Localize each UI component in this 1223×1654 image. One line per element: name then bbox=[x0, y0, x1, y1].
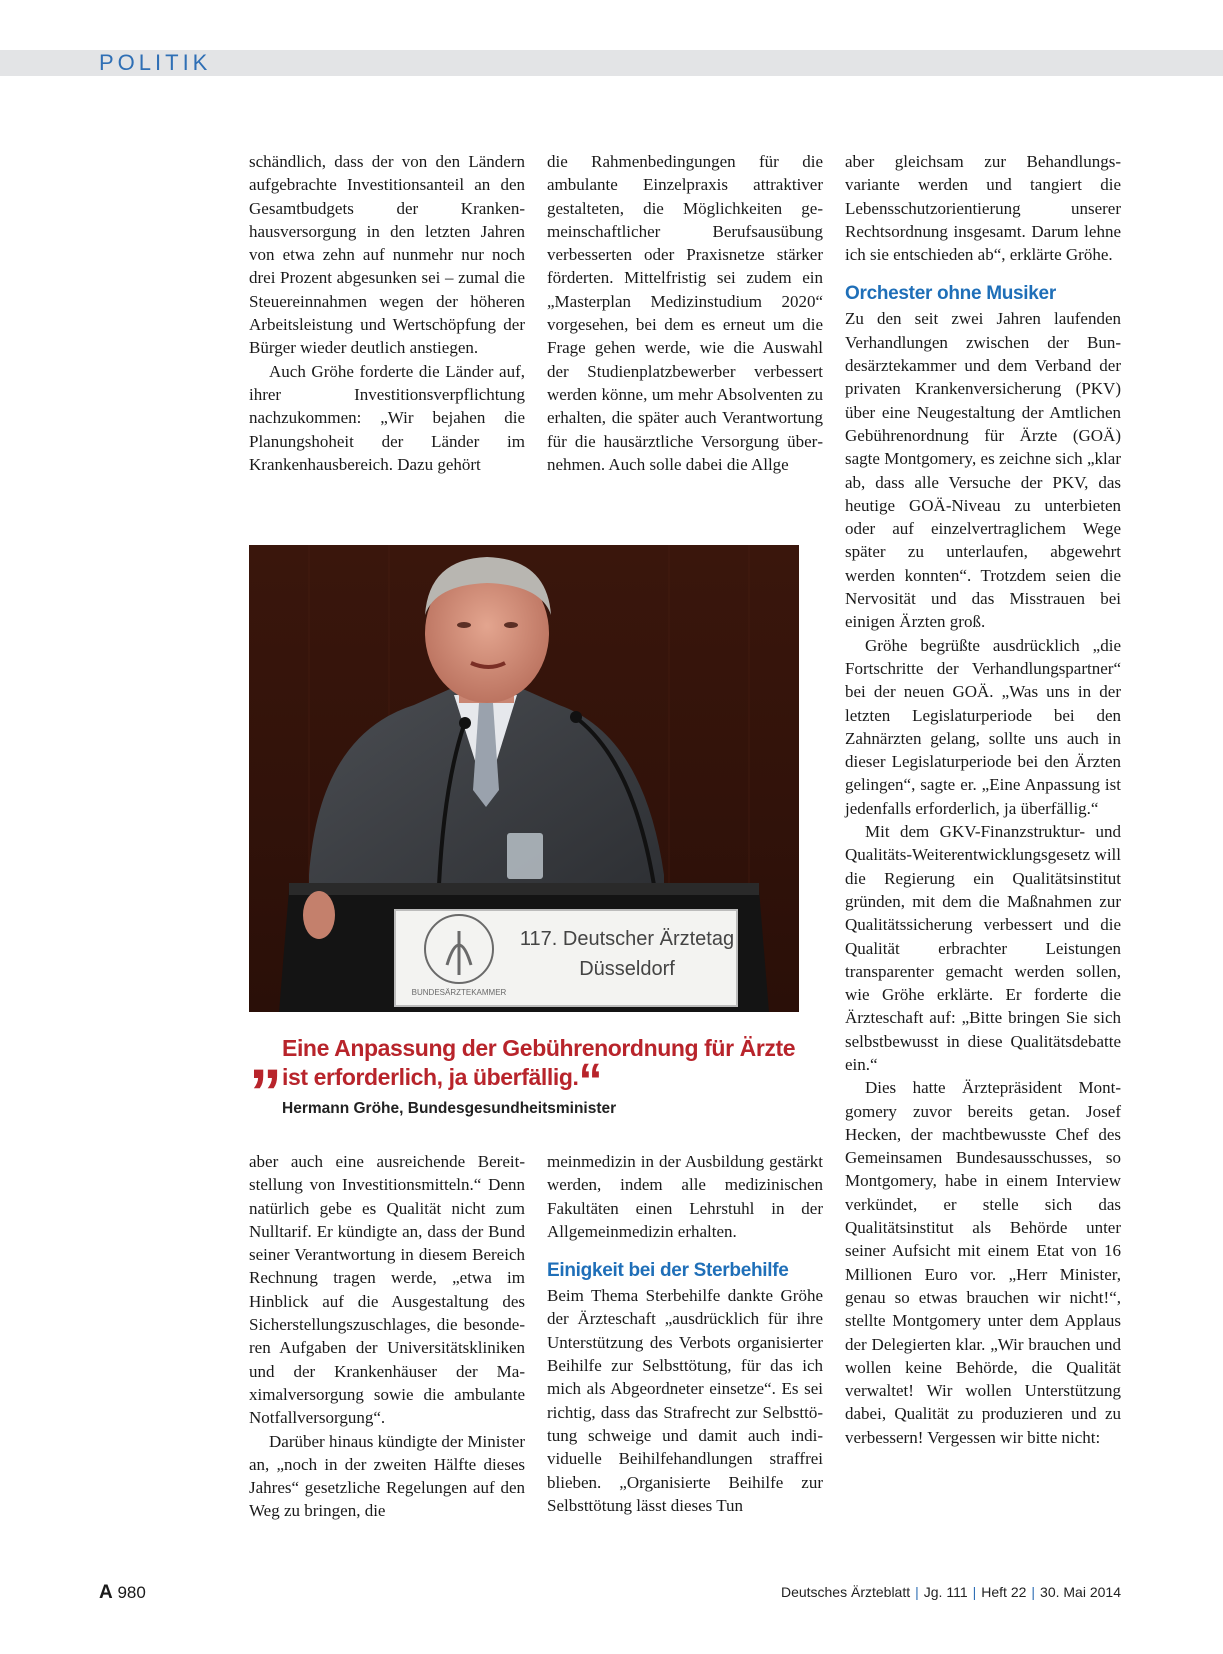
paragraph: Mit dem GKV-Finanzstruktur- und Qualitäts-Weiterentwicklungsgesetz will die Regierung ein Qualitätsinstitut gründen, mit dem die Maßnahmen zur Qualitätssicherung verbessert und die Qualität erbrachter Leistungen transparenter gemacht werden sollen, wie Gröhe erklärte. Er forderte die Ärzteschaft auf: „Bitte bringen Sie sich selbstbewusst in diese Qualitätsdebatte ein.“ bbox=[845, 822, 1121, 1074]
quote-author: Hermann Gröhe, Bundesgesundheitsminister bbox=[282, 1100, 617, 1117]
section-label: POLITIK bbox=[99, 50, 212, 75]
column-2-bottom bbox=[547, 1150, 823, 1517]
paragraph: Beim Thema Sterbehilfe dankte Gröhe der Ärzteschaft „ausdrücklich für ihre Unterstützung des Verbots organisierter Beihilfe zur Selbsttötung, für das ich mich als Abgeordneter einsetze“. Es sei richtig, dass das Strafrecht zur Selbsttötung schweige und damit auch individuelle Beihilfehandlungen straffrei blieben. „Organisierte Beihilfe zur Selbsttötung lässt dieses Tun bbox=[547, 1286, 823, 1515]
paragraph: Gröhe begrüßte ausdrücklich „die Fortschritte der Verhandlungspartner“ bei der neuen GOÄ. „Was uns in der letzten Legislaturperiode bei den Zahnärzten gelang, sollte uns auch in dieser Legislaturperiode bei den Ärzten gelingen“, sagte er. „Eine Anpassung ist jedenfalls erforderlich, ja überfällig.“ bbox=[845, 635, 1121, 818]
paragraph: schändlich, dass der von den Ländern aufgebrachte Investitionsanteil an den Gesamtbudgets der Krankenhausversorgung in den letzten Jahren von etwa zehn auf nunmehr nur noch drei Prozent abgesunken sei – zumal die Steuereinnahmen wegen der höheren Arbeitsleistung und Wertschöpfung der Bürger wieder deutlich anstiegen. bbox=[249, 152, 525, 358]
journal-name: Deutsches Ärzteblatt bbox=[780, 1584, 911, 1600]
column-2-top bbox=[547, 150, 823, 476]
paragraph: die Rahmenbedingungen für die ambulante Einzelpraxis attraktiver gestalteten, die Möglichkeiten gemeinschaftlicher Berufsausübung verbesserten oder Praxisnetze stärker förderten. Mittelfristig sei zudem ein „Masterplan Medizinstudium 2020“ vorgesehen, bei dem es erneut um die Frage gehen werde, wie die Auswahl der Studienplatzbewerber verbessert werden könne, um mehr Absolventen zu erhalten, die später auch Verantwortung für die hausärztliche Versorgung übernehmen. Auch solle dabei die Allge bbox=[547, 152, 823, 474]
speaker-photo bbox=[249, 545, 799, 1012]
paragraph: Dies hatte Ärztepräsident Montgomery zuvor bereits getan. Josef Hecken, der machtbewusste Chef des Gemeinsamen Bundesausschusses, so Montgomery, habe in einem Interview verkündet, er stelle sich das Qualitätsinstitut als Behörde unter seiner Aufsicht mit einem Etat von 16 Millionen Euro vor. „Herr Minister, genau so etwas brauchen wir nicht!“, stellte Montgomery unter dem Applaus der Delegierten klar. „Wir brauchen und wollen keine Behörde, die Qualität verwaltet! Wir wollen Unterstützung dabei, Qualität zu produzieren und zu verbessern! Vergessen wir bitte nicht: bbox=[845, 1078, 1121, 1447]
paragraph: Zu den seit zwei Jahren laufenden Verhandlungen zwischen der Bundesärztekammer und dem Verband der privaten Krankenversicherung (PKV) über eine Neugestaltung der Amtlichen Gebührenordnung für Ärzte (GOÄ) sagte Montgomery, es zeichne sich „klar ab, dass alle Versuche der PKV, das heutige GOÄ-Niveau zu unterbieten oder auf einzelvertraglichem Wege später zu unterlaufen, abgewehrt werden konnten“. Trotzdem seien die Nervosität und das Misstrauen bei einigen Ärzten groß. bbox=[845, 309, 1121, 632]
page-letter: A bbox=[99, 1582, 113, 1603]
quote-text bbox=[282, 1034, 799, 1108]
journal-volume: Jg. 111 bbox=[923, 1584, 968, 1600]
paragraph: Auch Gröhe forderte die Länder auf, ihrer Investitionsverpflichtung nachzukommen: „Wir bejahen die Planungshoheit der Länder im Krankenhausbereich. Dazu gehört bbox=[249, 361, 525, 474]
page-number-value: 980 bbox=[117, 1583, 146, 1602]
column-1-bottom bbox=[249, 1150, 525, 1523]
paragraph: Darüber hinaus kündigte der Minister an, „noch in der zweiten Hälfte dieses Jahres“ gesetzliche Regelungen auf den Weg zu bringen, die bbox=[249, 1431, 525, 1521]
journal-issue: Heft 22 bbox=[981, 1584, 1027, 1600]
subheading-orchester: Orchester ohne Musiker bbox=[845, 283, 1056, 305]
column-3 bbox=[845, 150, 1121, 1449]
podium-text-line2: Düsseldorf bbox=[579, 958, 675, 980]
paragraph: meinmedizin in der Ausbildung gestärkt werden, indem alle medizinischen Fakultäten einen Lehrstuhl in der Allgemeinmedizin erhalten. bbox=[547, 1152, 823, 1241]
podium-text-line1: 117. Deutscher Ärztetag bbox=[519, 928, 735, 950]
column-1-top bbox=[249, 150, 525, 476]
logo-lettering: BUNDESÄRZTEKAMMER bbox=[411, 988, 507, 997]
subheading-sterbehilfe: Einigkeit bei der Sterbehilfe bbox=[547, 1260, 789, 1282]
paragraph: aber auch eine ausreichende Bereitstellung von Investitionsmitteln.“ Denn natürlich gebe es Qualität nicht zum Nulltarif. Er kündigte an, dass der Bund seiner Verantwortung in diesem Bereich Rechnung tragen werde, „etwa im Hinblick auf die Ausgestaltung des Sicherstellungszuschlages, die besonderen Aufgaben der Universitätskliniken und der Krankenhäuser der Maximalversorgung sowie die ambulante Notfallversorgung“. bbox=[249, 1152, 525, 1428]
journal-date: 30. Mai 2014 bbox=[1040, 1584, 1121, 1600]
quote-close-mark: “ bbox=[578, 1055, 603, 1108]
page-number bbox=[99, 1582, 146, 1604]
paragraph: aber gleichsam zur Behandlungsvariante werden und tangiert die Lebensschutzorientierung unserer Rechtsordnung insgesamt. Darum lehne ich sie entschieden ab“, erklärte Gröhe. bbox=[845, 152, 1121, 265]
pull-quote bbox=[249, 1018, 799, 1118]
quote-open-mark: „ bbox=[249, 1018, 282, 1092]
footer-citation: Deutsches Ärzteblatt | Jg. 111 | Heft 22 | 30. Mai 2014 bbox=[780, 1584, 1121, 1600]
quote-body: Eine Anpassung der Gebührenordnung für Ärzte ist erforderlich, ja überfällig. bbox=[282, 1035, 796, 1090]
